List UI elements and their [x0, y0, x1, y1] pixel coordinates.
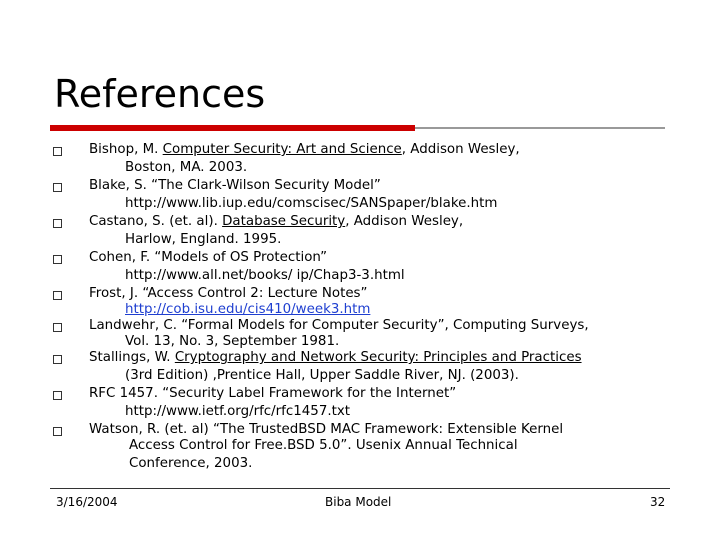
- reference-text: , Addison Wesley,: [345, 214, 464, 229]
- reference-line: RFC 1457. “Security Label Framework for the Internet”: [89, 386, 457, 401]
- hollow-square-bullet-icon: [53, 391, 62, 400]
- reference-line: Cohen, F. “Models of OS Protection”: [89, 250, 328, 265]
- reference-line: Landwehr, C. “Formal Models for Computer Security”, Computing Surveys,: [89, 318, 589, 333]
- title-rule: [415, 127, 665, 129]
- reference-title: Computer Security: Art and Science: [162, 142, 402, 157]
- hollow-square-bullet-icon: [53, 323, 62, 332]
- hollow-square-bullet-icon: [53, 147, 62, 156]
- hollow-square-bullet-icon: [53, 291, 62, 300]
- reference-text: Castano, S. (et. al).: [89, 214, 223, 229]
- reference-url: http://www.lib.iup.edu/comscisec/SANSpaper/blake.htm: [125, 196, 498, 211]
- reference-line: Frost, J. “Access Control 2: Lecture Notes”: [89, 286, 368, 301]
- page-number: 32: [650, 495, 666, 509]
- hollow-square-bullet-icon: [53, 219, 62, 228]
- hollow-square-bullet-icon: [53, 255, 62, 264]
- title-accent-bar: [50, 125, 415, 131]
- reference-line: Vol. 13, No. 3, September 1981.: [125, 334, 340, 349]
- reference-text: Bishop, M.: [89, 142, 163, 157]
- footer-title: Biba Model: [325, 495, 392, 509]
- reference-line: Blake, S. “The Clark-Wilson Security Model”: [89, 178, 381, 193]
- reference-link[interactable]: http://cob.isu.edu/cis410/week3.htm: [125, 302, 371, 317]
- reference-line: [89, 213, 463, 231]
- reference-title: Cryptography and Network Security: Principles and Practices: [174, 350, 582, 365]
- reference-line: (3rd Edition) ,Prentice Hall, Upper Saddle River, NJ. (2003).: [125, 368, 519, 383]
- reference-title: Database Security: [222, 214, 346, 229]
- slide-title: References: [54, 72, 266, 116]
- reference-url: http://www.all.net/books/ ip/Chap3-3.html: [125, 268, 405, 283]
- reference-line: [89, 141, 520, 159]
- reference-line: Watson, R. (et. al) “The TrustedBSD MAC Framework: Extensible Kernel: [89, 422, 564, 437]
- reference-line: Access Control for Free.BSD 5.0”. Usenix Annual Technical: [129, 438, 518, 453]
- reference-line: Harlow, England. 1995.: [125, 232, 282, 247]
- hollow-square-bullet-icon: [53, 183, 62, 192]
- footer-date: 3/16/2004: [56, 495, 118, 509]
- hollow-square-bullet-icon: [53, 355, 62, 364]
- reference-line: [89, 349, 582, 367]
- reference-url: http://www.ietf.org/rfc/rfc1457.txt: [125, 404, 351, 419]
- hollow-square-bullet-icon: [53, 427, 62, 436]
- reference-line: Conference, 2003.: [129, 456, 253, 471]
- footer-rule: [50, 488, 670, 489]
- reference-text: , Addison Wesley,: [401, 142, 520, 157]
- reference-line: Boston, MA. 2003.: [125, 160, 248, 175]
- reference-text: Stallings, W.: [89, 350, 175, 365]
